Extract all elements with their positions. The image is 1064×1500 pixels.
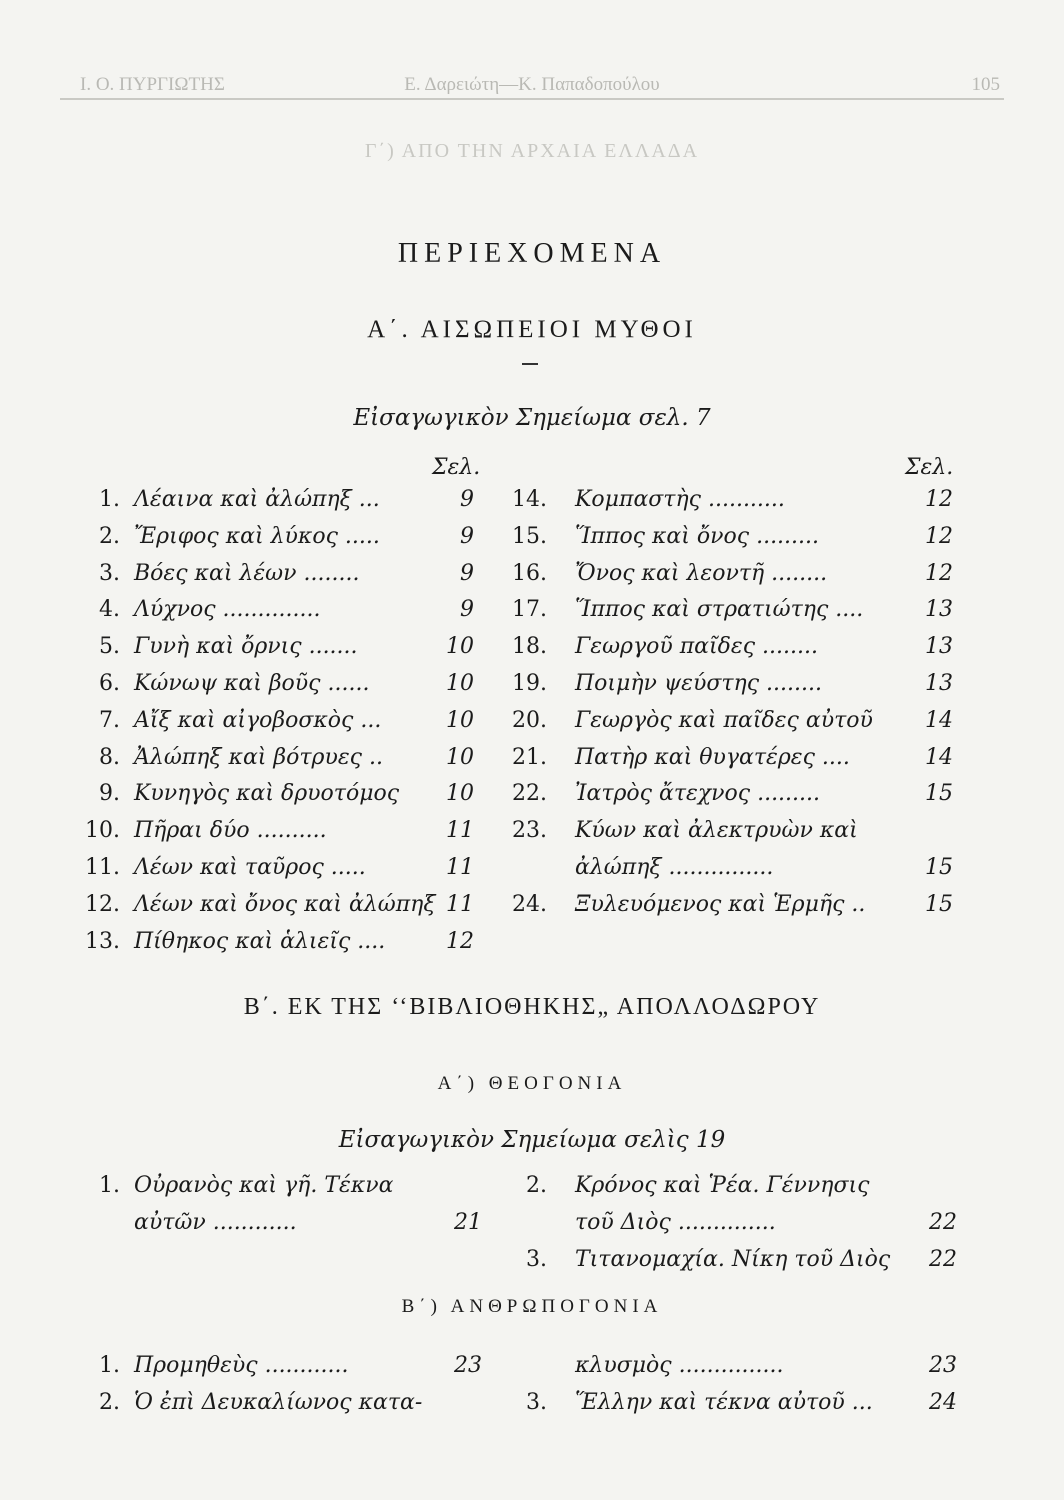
entry-title: τοῦ Διὸς .............. (575, 1209, 776, 1235)
section-b-heading: Β΄. ΕΚ ΤΗΣ ‘‘ΒΙΒΛΙΟΘΗΚΗΣ„ ΑΠΟΛΛΟΔΩΡΟΥ (243, 994, 821, 1020)
toc-entry (78, 1348, 482, 1385)
entry-page: 15 (925, 854, 953, 880)
toc-entry (505, 556, 953, 593)
entry-title: Αἴξ καὶ αἰγοβοσκὸς ... (134, 707, 382, 733)
entry-title: Ἵππος καὶ ὄνος ......... (575, 523, 820, 549)
entry-page: 12 (925, 487, 953, 512)
fables-left-list (78, 482, 474, 960)
toc-entry (505, 1168, 957, 1205)
toc-entry (505, 1242, 957, 1279)
entry-title: Ἵππος καὶ στρατιώτης .... (575, 597, 864, 623)
entry-page: 11 (446, 891, 474, 917)
entry-page: 23 (929, 1353, 957, 1378)
toc-entry (505, 666, 953, 703)
entry-page: 12 (446, 928, 474, 954)
toc-entry (78, 776, 474, 813)
entry-page: 12 (925, 560, 953, 586)
entry-page: 22 (929, 1246, 957, 1272)
entry-number: 2. (99, 523, 120, 549)
toc-entry (505, 813, 953, 850)
entry-page: 13 (925, 670, 953, 696)
entry-number: 5. (99, 634, 120, 660)
entry-title: Κώνωψ καὶ βοῦς ...... (134, 670, 370, 696)
entry-title: Ἀλώπηξ καὶ βότρυες .. (134, 744, 383, 770)
entry-number: 3. (99, 560, 120, 586)
theogony-left-list (78, 1168, 482, 1242)
theogony-right-list (505, 1168, 957, 1278)
entry-title: Ὄνος καὶ λεοντῆ ........ (575, 560, 828, 586)
entry-page: 14 (925, 707, 953, 733)
theogony-heading: Α΄) ΘΕΟΓΟΝΙΑ (437, 1073, 627, 1094)
toc-entry (505, 519, 953, 556)
entry-page: 23 (454, 1353, 482, 1378)
entry-title: Ἕλλην καὶ τέκνα αὐτοῦ ... (575, 1389, 873, 1415)
entry-title: Λέων καὶ ὄνος καὶ ἀλώπηξ (134, 891, 436, 917)
entry-number: 7. (99, 707, 120, 733)
entry-page: 21 (454, 1209, 482, 1235)
entry-title: Γυνὴ καὶ ὄρνις ....... (134, 634, 358, 660)
entry-number: 8. (99, 744, 120, 770)
page-title: ΠΕΡΙΕΧΟΜΕΝΑ (397, 238, 667, 269)
toc-entry (505, 592, 953, 629)
toc-entry-continuation (505, 1348, 957, 1385)
entry-page: 13 (925, 597, 953, 623)
entry-number: 23. (512, 818, 547, 844)
entry-title: κλυσμὸς ............... (575, 1353, 784, 1378)
entry-page: 13 (925, 634, 953, 660)
entry-number: 10. (85, 818, 120, 844)
entry-number: 19. (512, 670, 547, 696)
toc-entry (78, 1168, 482, 1205)
entry-page: 15 (925, 891, 953, 917)
entry-page: 9 (460, 523, 474, 549)
anthropogony-left-list (78, 1348, 482, 1422)
left-column-page-header: Σελ. (432, 455, 481, 480)
entry-page: 11 (446, 818, 474, 844)
fables-right-list (505, 482, 953, 924)
entry-number: 1. (99, 487, 120, 512)
toc-entry-continuation (505, 1205, 957, 1242)
toc-entry (78, 703, 474, 740)
entry-title: Κρόνος καὶ Ῥέα. Γέννησις (575, 1173, 870, 1198)
entry-title: Πίθηκος καὶ ἁλιεῖς .... (134, 928, 386, 954)
entry-number: 20. (512, 707, 547, 733)
entry-page: 11 (446, 854, 474, 880)
entry-number: 3. (526, 1246, 547, 1272)
entry-number: 15. (512, 523, 547, 549)
entry-title: Ὁ ἐπὶ Δευκαλίωνος κατα- (134, 1389, 423, 1415)
entry-title: Τιτανομαχία. Νίκη τοῦ Διὸς (575, 1246, 891, 1272)
entry-number: 4. (99, 597, 120, 623)
entry-page: 10 (446, 670, 474, 696)
toc-entry (78, 519, 474, 556)
bleed-through-subheading: Γ΄) ΑΠΟ ΤΗΝ ΑΡΧΑΙΑ ΕΛΛΑΔΑ (364, 140, 700, 162)
toc-entry (78, 924, 474, 961)
entry-number: 21. (512, 744, 547, 770)
entry-page: 15 (925, 781, 953, 807)
entry-title: Κομπαστὴς ........... (575, 487, 785, 512)
toc-entry (78, 850, 474, 887)
toc-entry (505, 482, 953, 519)
entry-title: Ἔριφος καὶ λύκος ..... (134, 523, 380, 549)
right-column-page-header: Σελ. (905, 455, 954, 480)
toc-entry (78, 1385, 482, 1422)
entry-number: 3. (526, 1389, 547, 1415)
section-a-intro-note: Εἰσαγωγικὸν Σημείωμα σελ. 7 (353, 405, 711, 431)
entry-page: 22 (929, 1209, 957, 1235)
toc-entry (505, 740, 953, 777)
toc-entry (78, 887, 474, 924)
toc-entry (78, 813, 474, 850)
entry-page: 14 (925, 744, 953, 770)
entry-number: 2. (99, 1389, 120, 1415)
entry-number: 18. (512, 634, 547, 660)
toc-entry (78, 556, 474, 593)
entry-title: Οὐρανὸς καὶ γῆ. Τέκνα (134, 1173, 394, 1198)
toc-entry (78, 629, 474, 666)
entry-number: 14. (512, 487, 547, 512)
entry-title: Γεωργοῦ παῖδες ........ (575, 634, 818, 660)
entry-title: Λέαινα καὶ ἀλώπηξ ... (134, 487, 380, 512)
entry-number: 1. (99, 1173, 120, 1198)
entry-title: Προμηθεὺς ............ (134, 1353, 349, 1378)
entry-number: 22. (512, 781, 547, 807)
anthropogony-right-list (505, 1348, 957, 1422)
entry-page: 10 (446, 744, 474, 770)
bleed-header-left: Ι. Ο. ΠΥΡΓΙΩΤΗΣ (80, 74, 225, 95)
entry-number: 9. (99, 781, 120, 807)
toc-entry (78, 592, 474, 629)
toc-entry (78, 482, 474, 519)
entry-title: αὐτῶν ............ (134, 1209, 297, 1235)
entry-number: 6. (99, 670, 120, 696)
entry-title: Κύων καὶ ἀλεκτρυὼν καὶ (575, 818, 858, 844)
toc-entry (78, 666, 474, 703)
entry-page: 10 (446, 781, 474, 807)
heading-divider (522, 363, 538, 365)
entry-page: 9 (460, 487, 474, 512)
section-a-heading: Α΄. ΑΙΣΩΠΕΙΟΙ ΜΥΘΟΙ (367, 316, 697, 343)
entry-title: Κυνηγὸς καὶ δρυοτόμος (134, 781, 400, 807)
entry-title: Λέων καὶ ταῦρος ..... (134, 854, 366, 880)
entry-page: 24 (929, 1389, 957, 1415)
entry-title: Πῆραι δύο .......... (134, 818, 327, 844)
bleed-page-number: 105 (971, 74, 1000, 95)
entry-number: 13. (85, 928, 120, 954)
entry-number: 1. (99, 1353, 120, 1378)
entry-title: Λύχνος .............. (134, 597, 321, 623)
theogony-intro-note: Εἰσαγωγικὸν Σημείωμα σελὶς 19 (338, 1127, 726, 1153)
entry-page: 10 (446, 634, 474, 660)
entry-number: 11. (85, 854, 120, 880)
entry-number: 16. (512, 560, 547, 586)
entry-title: Γεωργὸς καὶ παῖδες αὐτοῦ (575, 707, 873, 733)
entry-title: ἀλώπηξ ............... (575, 854, 774, 880)
toc-entry (505, 1385, 957, 1422)
toc-entry (78, 740, 474, 777)
entry-title: Πατὴρ καὶ θυγατέρες .... (575, 744, 850, 770)
bleed-through-header (60, 62, 1004, 100)
entry-title: Βόες καὶ λέων ........ (134, 560, 360, 586)
toc-entry (505, 776, 953, 813)
entry-number: 12. (85, 891, 120, 917)
entry-page: 9 (460, 560, 474, 586)
entry-page: 12 (925, 523, 953, 549)
entry-title: Ξυλευόμενος καὶ Ἑρμῆς .. (575, 891, 866, 917)
toc-entry (505, 703, 953, 740)
entry-page: 9 (460, 597, 474, 623)
toc-entry-continuation (78, 1205, 482, 1242)
entry-number: 17. (512, 597, 547, 623)
entry-page: 10 (446, 707, 474, 733)
entry-title: Ἰατρὸς ἄτεχνος ......... (575, 781, 821, 807)
anthropogony-heading: Β΄) ΑΝΘΡΩΠΟΓΟΝΙΑ (401, 1296, 663, 1317)
toc-entry (505, 629, 953, 666)
entry-number: 2. (526, 1173, 547, 1198)
entry-title: Ποιμὴν ψεύστης ........ (575, 670, 822, 696)
toc-entry-continuation (505, 850, 953, 887)
entry-number: 24. (512, 891, 547, 917)
bleed-header-center: Ε. Δαρειώτη—Κ. Παπαδοπούλου (404, 74, 660, 95)
toc-entry (505, 887, 953, 924)
